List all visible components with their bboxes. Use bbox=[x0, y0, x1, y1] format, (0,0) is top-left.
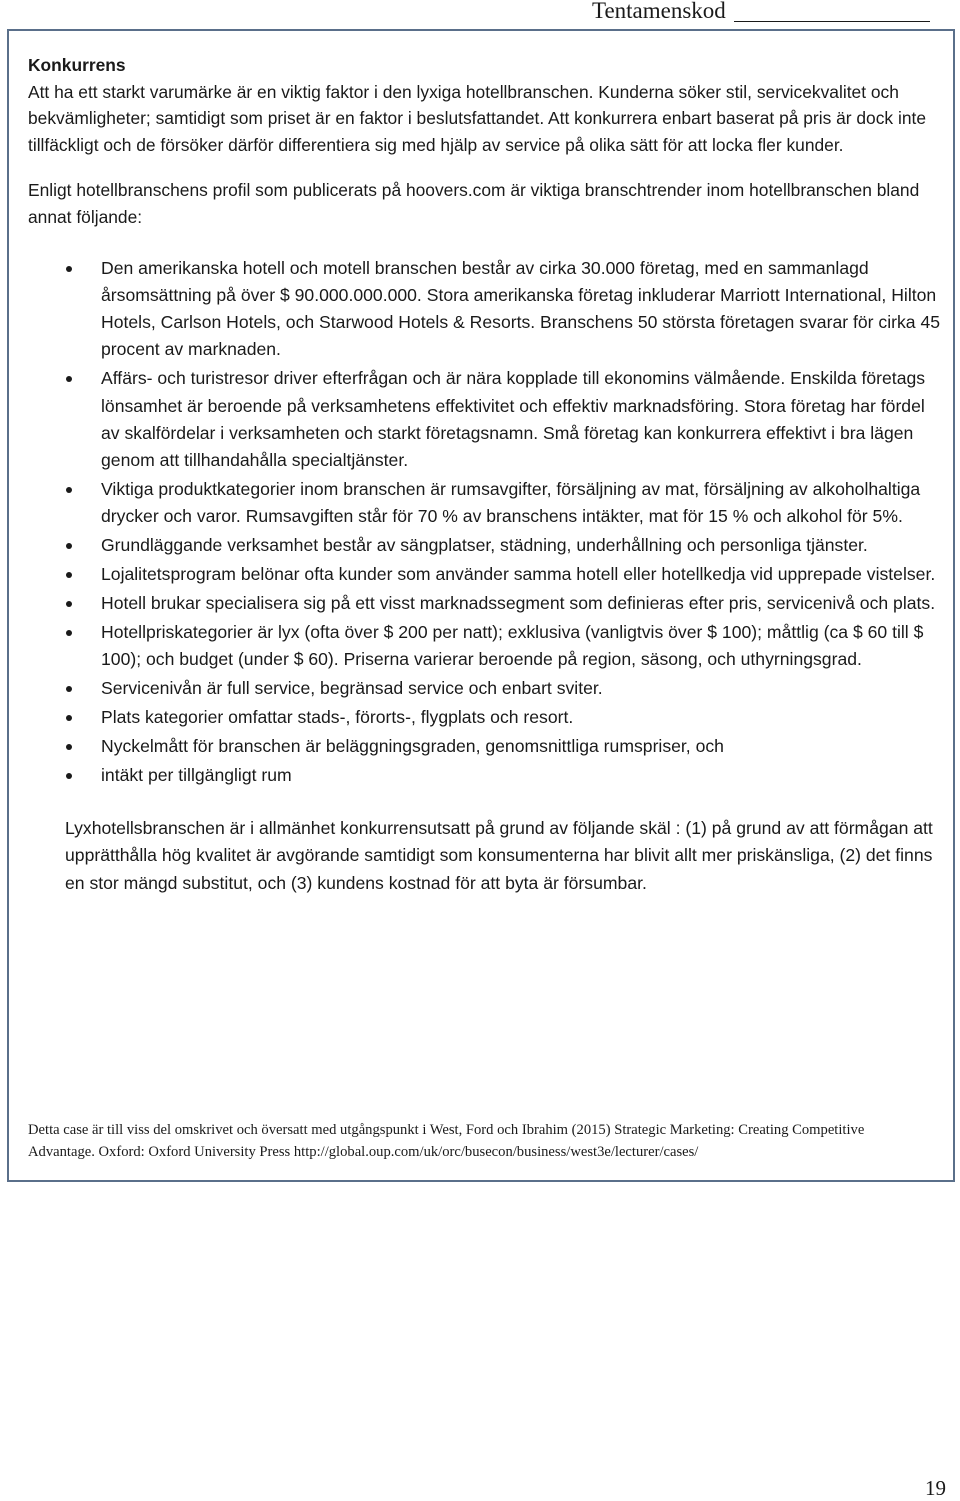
bullet-icon bbox=[66, 630, 72, 636]
list-item bbox=[28, 561, 948, 588]
closing-paragraph: Lyxhotellsbranschen är i allmänhet konkurrensutsatt på grund av följande skäl : (1) på grund av att förmågan att upprätthålla hög kvalitet är avgörande samtidigt som konsumenterna har blivit allt mer priskänsliga, (2) det finns en stor mängd substitut, och (3) kundens kostnad för att byta är försumbar. bbox=[65, 818, 933, 893]
list-item-text: Nyckelmått för branschen är beläggningsgraden, genomsnittliga rumspriser, och bbox=[101, 735, 724, 756]
exam-code-label: Tentamenskod bbox=[592, 0, 726, 23]
list-item-text: Den amerikanska hotell och motell branschen består av cirka 30.000 företag, med en sammanlagd årsomsättning på över $ 90.000.000.000. Stora amerikanska företag inkluderar Marriott International, Hilton Hotels, Carlson Hotels, och Starwood Hotels & Resorts. Branschens 50 största företagen svarar för cirka 45 procent av marknaden. bbox=[101, 257, 941, 360]
trends-intro-paragraph: Enligt hotellbranschens profil som publicerats på hoovers.com är viktiga branschtrender inom hotellbranschen bland annat följande: bbox=[28, 180, 920, 227]
page-number: 19 bbox=[925, 1476, 946, 1500]
list-item bbox=[28, 704, 948, 731]
list-item-text: Plats kategorier omfattar stads-, förorts-, flygplats och resort. bbox=[101, 707, 574, 728]
bullet-icon bbox=[66, 543, 72, 549]
list-item-text: intäkt per tillgängligt rum bbox=[101, 764, 292, 785]
source-note: Detta case är till viss del omskrivet och översatt med utgångspunkt i West, Ford och Ibrahim (2015) Strategic Marketing: Creating Competitive Advantage. Oxford: Oxford University Press http://global.oup.com/uk/orc/busecon/business/west3e/lecturer/cases/ bbox=[28, 1122, 865, 1160]
list-item-text: Hotell brukar specialisera sig på ett visst marknadssegment som definieras efter pris, servicenivå och plats. bbox=[101, 593, 936, 614]
list-item bbox=[28, 733, 948, 760]
list-item-text: Lojalitetsprogram belönar ofta kunder som använder samma hotell eller hotellkedja vid upprepade vistelser. bbox=[101, 564, 936, 585]
bullet-icon bbox=[66, 601, 72, 607]
list-item bbox=[28, 590, 948, 617]
section-title: Konkurrens bbox=[28, 55, 126, 75]
bullet-icon bbox=[66, 572, 72, 578]
list-item bbox=[28, 619, 948, 674]
bullet-icon bbox=[66, 487, 72, 493]
bullet-icon bbox=[66, 744, 72, 750]
bullet-icon bbox=[66, 715, 72, 721]
list-item-text: Viktiga produktkategorier inom branschen är rumsavgifter, försäljning av mat, försäljning av alkoholhaltiga drycker och varor. Rumsavgiften står för 70 % av branschens intäkter, mat för 15 % och alkohol för 5%. bbox=[101, 479, 921, 527]
list-item bbox=[28, 255, 948, 364]
list-item bbox=[28, 476, 948, 531]
list-item-text: Servicenivån är full service, begränsad service och enbart sviter. bbox=[101, 678, 603, 699]
bullet-icon bbox=[66, 686, 72, 692]
list-item-text: Grundläggande verksamhet består av sängplatser, städning, underhållning och personliga tjänster. bbox=[101, 535, 868, 556]
bullet-icon bbox=[66, 376, 72, 382]
bullet-icon bbox=[66, 266, 72, 272]
trend-list bbox=[28, 255, 948, 790]
list-item bbox=[28, 365, 948, 474]
exam-code-blank-line bbox=[734, 1, 930, 22]
list-item-text: Hotellpriskategorier är lyx (ofta över $ 200 per natt); exklusiva (vanligtvis över $ 100); måttlig (ca $ 60 till $ 100); och budget (under $ 60). Priserna varierar beroende på region, säsong, och uthyrningsgrad. bbox=[101, 621, 924, 670]
list-item bbox=[28, 675, 948, 702]
case-content bbox=[28, 52, 948, 897]
bullet-icon bbox=[66, 773, 72, 779]
intro-paragraph: Att ha ett starkt varumärke är en viktig faktor i den lyxiga hotellbranschen. Kunderna söker stil, servicekvalitet och bekvämligheter; samtidigt som priset är en faktor i beslutsfattandet. Att konkurrera enbart baserat på pris är dock inte tillfäckligt och de försöker därför differentiera sig med hjälp av service på olika sätt för att locka fler kunder. bbox=[28, 81, 926, 155]
exam-code-header bbox=[592, 0, 930, 22]
list-item-text: Affärs- och turistresor driver efterfrågan och är nära kopplade till ekonomins välmående. Enskilda företags lönsamhet är beroende på verksamhetens effektivitet och effektiv marknadsföring. Stora företag har fördel av skalfördelar i verksamheten och starkt företagsnamn. Små företag kan konkurrera effektivt i bra lägen genom att tillhandahålla specialtjänster. bbox=[101, 368, 926, 471]
list-item bbox=[28, 762, 948, 789]
list-item bbox=[28, 532, 948, 559]
